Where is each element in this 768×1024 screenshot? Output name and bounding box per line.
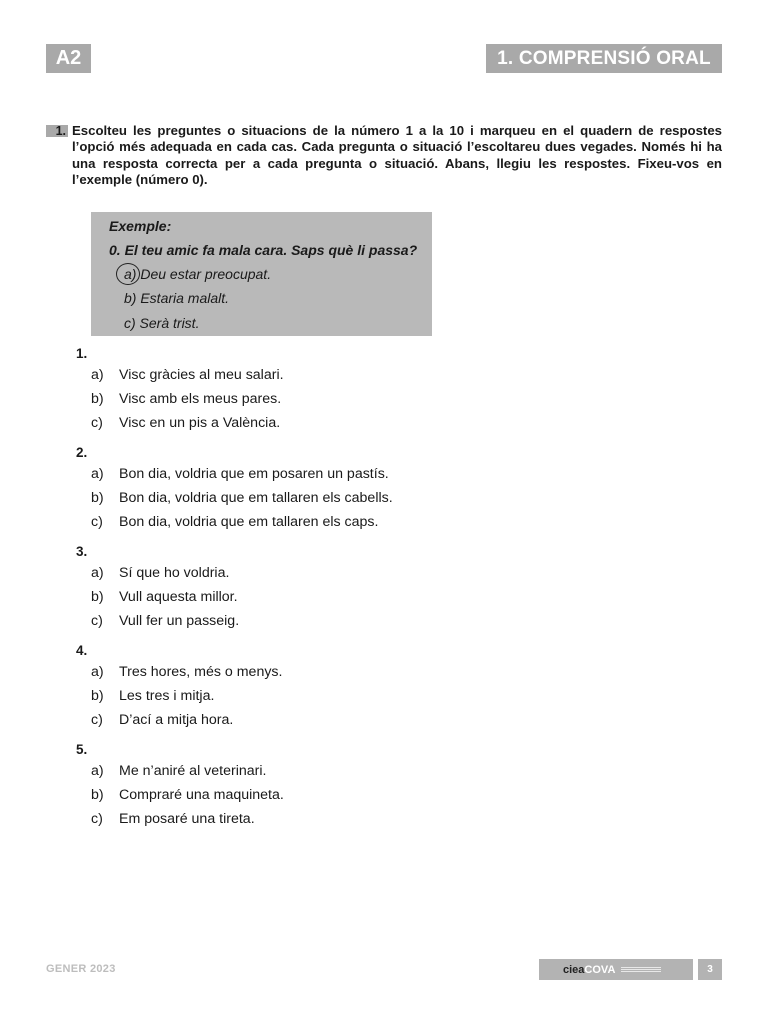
option-text: Tres hores, més o menys. bbox=[119, 664, 283, 680]
option-letter: b) bbox=[91, 787, 104, 803]
option-letter: a) bbox=[91, 664, 104, 680]
option-letter: a) bbox=[91, 763, 104, 779]
question-number: 4. bbox=[76, 643, 88, 658]
example-option-a: a) Deu estar preocupat. bbox=[124, 266, 272, 282]
option-letter: a) bbox=[91, 565, 104, 581]
logo-tagline-lines bbox=[621, 967, 661, 972]
instruction bbox=[46, 123, 722, 188]
option-letter: c) bbox=[91, 613, 103, 629]
option-text: Vull aquesta millor. bbox=[119, 589, 238, 605]
option-text: Me n’aniré al veterinari. bbox=[119, 763, 267, 779]
option-letter: c) bbox=[91, 712, 103, 728]
option-text: Visc gràcies al meu salari. bbox=[119, 367, 284, 383]
section-title: 1. COMPRENSIÓ ORAL bbox=[486, 44, 722, 73]
option-text: Vull fer un passeig. bbox=[119, 613, 240, 629]
option-text: Les tres i mitja. bbox=[119, 688, 215, 704]
level-badge: A2 bbox=[46, 44, 91, 73]
question-number: 3. bbox=[76, 544, 88, 559]
option-letter: c) bbox=[91, 811, 103, 827]
option-text: Compraré una maquineta. bbox=[119, 787, 284, 803]
example-box bbox=[91, 212, 432, 336]
instruction-text: Escolteu les preguntes o situacions de la número 1 a la 10 i marqueu en el quadern de respostes l’opció més adequada en cada cas. Cada pregunta o situació l’escoltareu dues vegades. Només hi ha una resposta correcta per a cada pregunta o situació. Abans, llegiu les respostes. Fixeu-vos en l’exemple (número 0). bbox=[72, 123, 722, 187]
option-text: D’ací a mitja hora. bbox=[119, 712, 234, 728]
instruction-number: 1. bbox=[46, 125, 68, 137]
option-letter: a) bbox=[91, 466, 104, 482]
logo-cova-text: COVA bbox=[584, 963, 616, 976]
option-letter: c) bbox=[91, 514, 103, 530]
option-text: Bon dia, voldria que em posaren un pastís. bbox=[119, 466, 389, 482]
example-question: 0. El teu amic fa mala cara. Saps què li passa? bbox=[109, 242, 418, 258]
option-letter: b) bbox=[91, 391, 104, 407]
option-text: Sí que ho voldria. bbox=[119, 565, 230, 581]
option-text: Visc amb els meus pares. bbox=[119, 391, 282, 407]
page-number: 3 bbox=[698, 959, 722, 980]
question-number: 2. bbox=[76, 445, 88, 460]
option-letter: a) bbox=[91, 367, 104, 383]
ciea-cova-logo bbox=[539, 959, 693, 980]
logo-ciea-text: ciea bbox=[563, 963, 585, 976]
example-option-b: b) Estaria malalt. bbox=[124, 290, 230, 306]
option-text: Visc en un pis a València. bbox=[119, 415, 281, 431]
option-text: Bon dia, voldria que em tallaren els caps. bbox=[119, 514, 379, 530]
option-letter: b) bbox=[91, 589, 104, 605]
example-option-c: c) Serà trist. bbox=[124, 315, 200, 331]
option-letter: b) bbox=[91, 688, 104, 704]
option-text: Em posaré una tireta. bbox=[119, 811, 255, 827]
option-letter: c) bbox=[91, 415, 103, 431]
example-title: Exemple: bbox=[109, 218, 172, 234]
footer-date: GENER 2023 bbox=[46, 963, 116, 975]
option-text: Bon dia, voldria que em tallaren els cabells. bbox=[119, 490, 393, 506]
option-letter: b) bbox=[91, 490, 104, 506]
question-number: 1. bbox=[76, 346, 88, 361]
question-number: 5. bbox=[76, 742, 88, 757]
